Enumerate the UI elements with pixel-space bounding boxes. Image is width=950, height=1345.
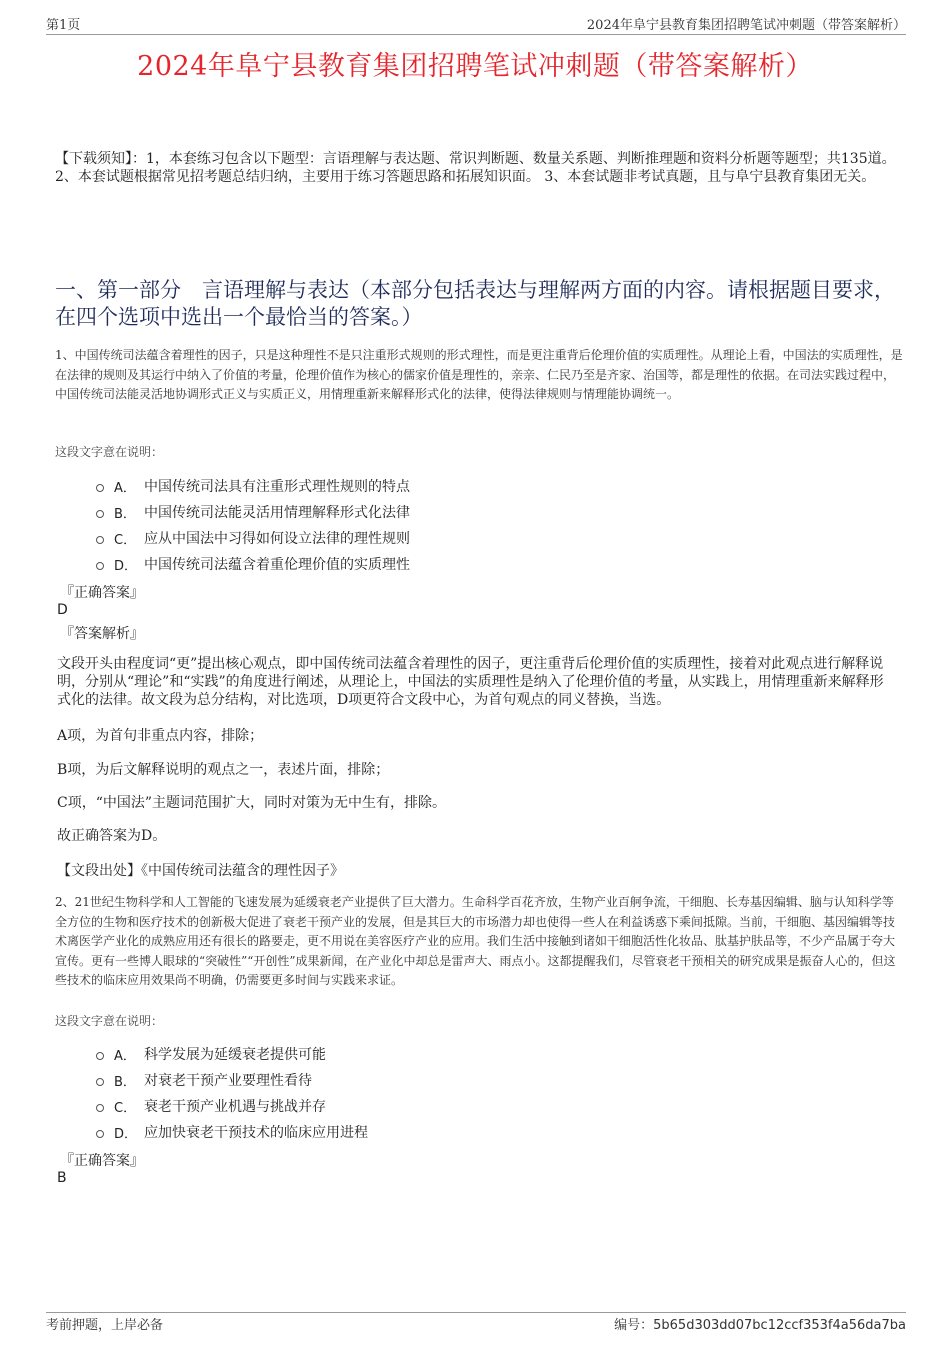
option-text: 中国传统司法具有注重形式理性规则的特点 <box>144 479 410 495</box>
question-1-prompt: 这段文字意在说明： <box>55 445 164 459</box>
header-divider <box>46 34 906 35</box>
option-letter: A． <box>114 480 136 496</box>
question-2-prompt: 这段文字意在说明： <box>55 1014 164 1028</box>
option-letter: B． <box>114 506 136 522</box>
question-2-text: 2、21世纪生物科学和人工智能的飞速发展为延缓衰老产业提供了巨大潜力。生命科学百花齐放，生物产业百舸争流，干细胞、长寿基因编辑、脑与认知科学等全方位的生物和医疗技术的创新极大促进了衰老干预产业的发展，但是其巨大的市场潜力却也使得一些人在利益诱惑下乘间抵隙。当前，干细胞、基因编辑等技术离医学产业化的成熟应用还有很长的路要走，更不用说在美容医疗产业的应用。我们生活中接触到诸如干细胞活性化妆品、肽基护肤品等，不少产品属于夸大宣传。更有一些博人眼球的“突破性”“开创性”成果新闻，在产业化中却总是雷声大、雨点小。这都提醒我们，尽管衰老干预相关的研究成果是振奋人心的，但这些技术的临床应用效果尚不明确，仍需要更多时间与实践来求证。 <box>55 895 896 987</box>
radio-icon[interactable] <box>96 1130 104 1138</box>
section-heading: 一、第一部分 言语理解与表达（本部分包括表达与理解两方面的内容。请根据题目要求，在四个选项中选出一个最恰当的答案。） <box>55 278 895 329</box>
question-2-option-b[interactable] <box>96 1070 312 1090</box>
radio-icon[interactable] <box>96 536 104 544</box>
radio-icon[interactable] <box>96 510 104 518</box>
radio-icon[interactable] <box>96 562 104 570</box>
radio-icon[interactable] <box>96 1052 104 1060</box>
question-2-answer-label: 『正确答案』 <box>60 1153 144 1169</box>
question-2-answer: B <box>57 1170 67 1186</box>
download-notice: 【下载须知】：1，本套练习包含以下题型：言语理解与表达题、常识判断题、数量关系题、判断推理题和资料分析题等题型；共135道。 2、本套试题根据常见招考题总结归纳，主要用于练习答题思路和拓展知识面。 3、本套试题非考试真题，且与阜宁县教育集团无关。 <box>55 151 896 185</box>
question-1-answer-label: 『正确答案』 <box>60 585 144 601</box>
question-1-option-c[interactable] <box>96 528 410 548</box>
footer-serial <box>614 1314 906 1333</box>
option-text: 衰老干预产业机遇与挑战并存 <box>144 1099 326 1115</box>
footer-divider <box>46 1312 906 1313</box>
question-1-option-a[interactable] <box>96 476 410 496</box>
option-letter: C． <box>114 532 137 548</box>
question-1-option-d[interactable] <box>96 554 410 574</box>
option-letter: A． <box>114 1048 136 1064</box>
question-1-source: 【文段出处】《中国传统司法蕴含的理性因子》 <box>57 863 344 879</box>
option-text: 对衰老干预产业要理性看待 <box>144 1073 312 1089</box>
option-letter: B． <box>114 1074 136 1090</box>
question-2-option-d[interactable] <box>96 1122 368 1142</box>
footer-serial-code: 5b65d303dd07bc12ccf353f4a56da7ba <box>653 1318 906 1333</box>
footer-slogan: 考前押题，上岸必备 <box>46 1318 164 1333</box>
question-2-option-c[interactable] <box>96 1096 326 1116</box>
radio-icon[interactable] <box>96 484 104 492</box>
question-1-option-b[interactable] <box>96 502 410 522</box>
option-text: 应从中国法中习得如何设立法律的理性规则 <box>144 531 410 547</box>
option-text: 中国传统司法能灵活用情理解释形式化法律 <box>144 505 410 521</box>
question-2-option-a[interactable] <box>96 1044 326 1064</box>
question-1-analysis-c: C项，“中国法”主题词范围扩大，同时对策为无中生有，排除。 <box>57 795 447 811</box>
question-1-analysis-conclusion: 故正确答案为D。 <box>57 828 167 844</box>
question-1-analysis-a: A项，为首句非重点内容，排除； <box>57 728 264 744</box>
page-number: 第1页 <box>46 18 81 33</box>
option-letter: D． <box>114 558 138 574</box>
question-1-answer: D <box>57 602 68 618</box>
option-text: 科学发展为延缓衰老提供可能 <box>144 1047 326 1063</box>
header-doc-title: 2024年阜宁县教育集团招聘笔试冲刺题（带答案解析） <box>586 18 906 33</box>
page-title: 2024年阜宁县教育集团招聘笔试冲刺题（带答案解析） <box>137 51 813 82</box>
option-text: 中国传统司法蕴含着重伦理价值的实质理性 <box>144 557 410 573</box>
question-1-analysis-main: 文段开头由程度词“更”提出核心观点，即中国传统司法蕴含着理性的因子，更注重背后伦理价值的实质理性，接着对此观点进行解释说明，分别从“理论”和“实践”的角度进行阐述，从理论上，中国法的实质理性是纳入了伦理价值的考量，从实践上，用情理重新来解释形式化的法律。故文段为总分结构，对比选项，D项更符合文段中心，为首句观点的同义替换，当选。 <box>57 656 884 708</box>
radio-icon[interactable] <box>96 1078 104 1086</box>
option-letter: D． <box>114 1126 138 1142</box>
option-letter: C． <box>114 1100 137 1116</box>
footer-serial-label: 编号： <box>614 1318 654 1333</box>
question-1-text: 1、中国传统司法蕴含着理性的因子，只是这种理性不是只注重形式规则的形式理性，而是更注重背后伦理价值的实质理性。从理论上看，中国法的实质理性，是在法律的规则及其运行中纳入了价值的考量，伦理价值作为核心的儒家价值是理性的，亲亲、仁民乃至是齐家、治国等，都是理性的依据。在司法实践过程中，中国传统司法能灵活地协调形式正义与实质正义，用情理重新来解释形式化的法律，使得法律规则与情理能协调统一。 <box>55 348 903 401</box>
question-1-analysis-label: 『答案解析』 <box>60 626 144 642</box>
option-text: 应加快衰老干预技术的临床应用进程 <box>144 1125 368 1141</box>
question-1-analysis-b: B项，为后文解释说明的观点之一，表述片面，排除； <box>57 762 390 778</box>
radio-icon[interactable] <box>96 1104 104 1112</box>
